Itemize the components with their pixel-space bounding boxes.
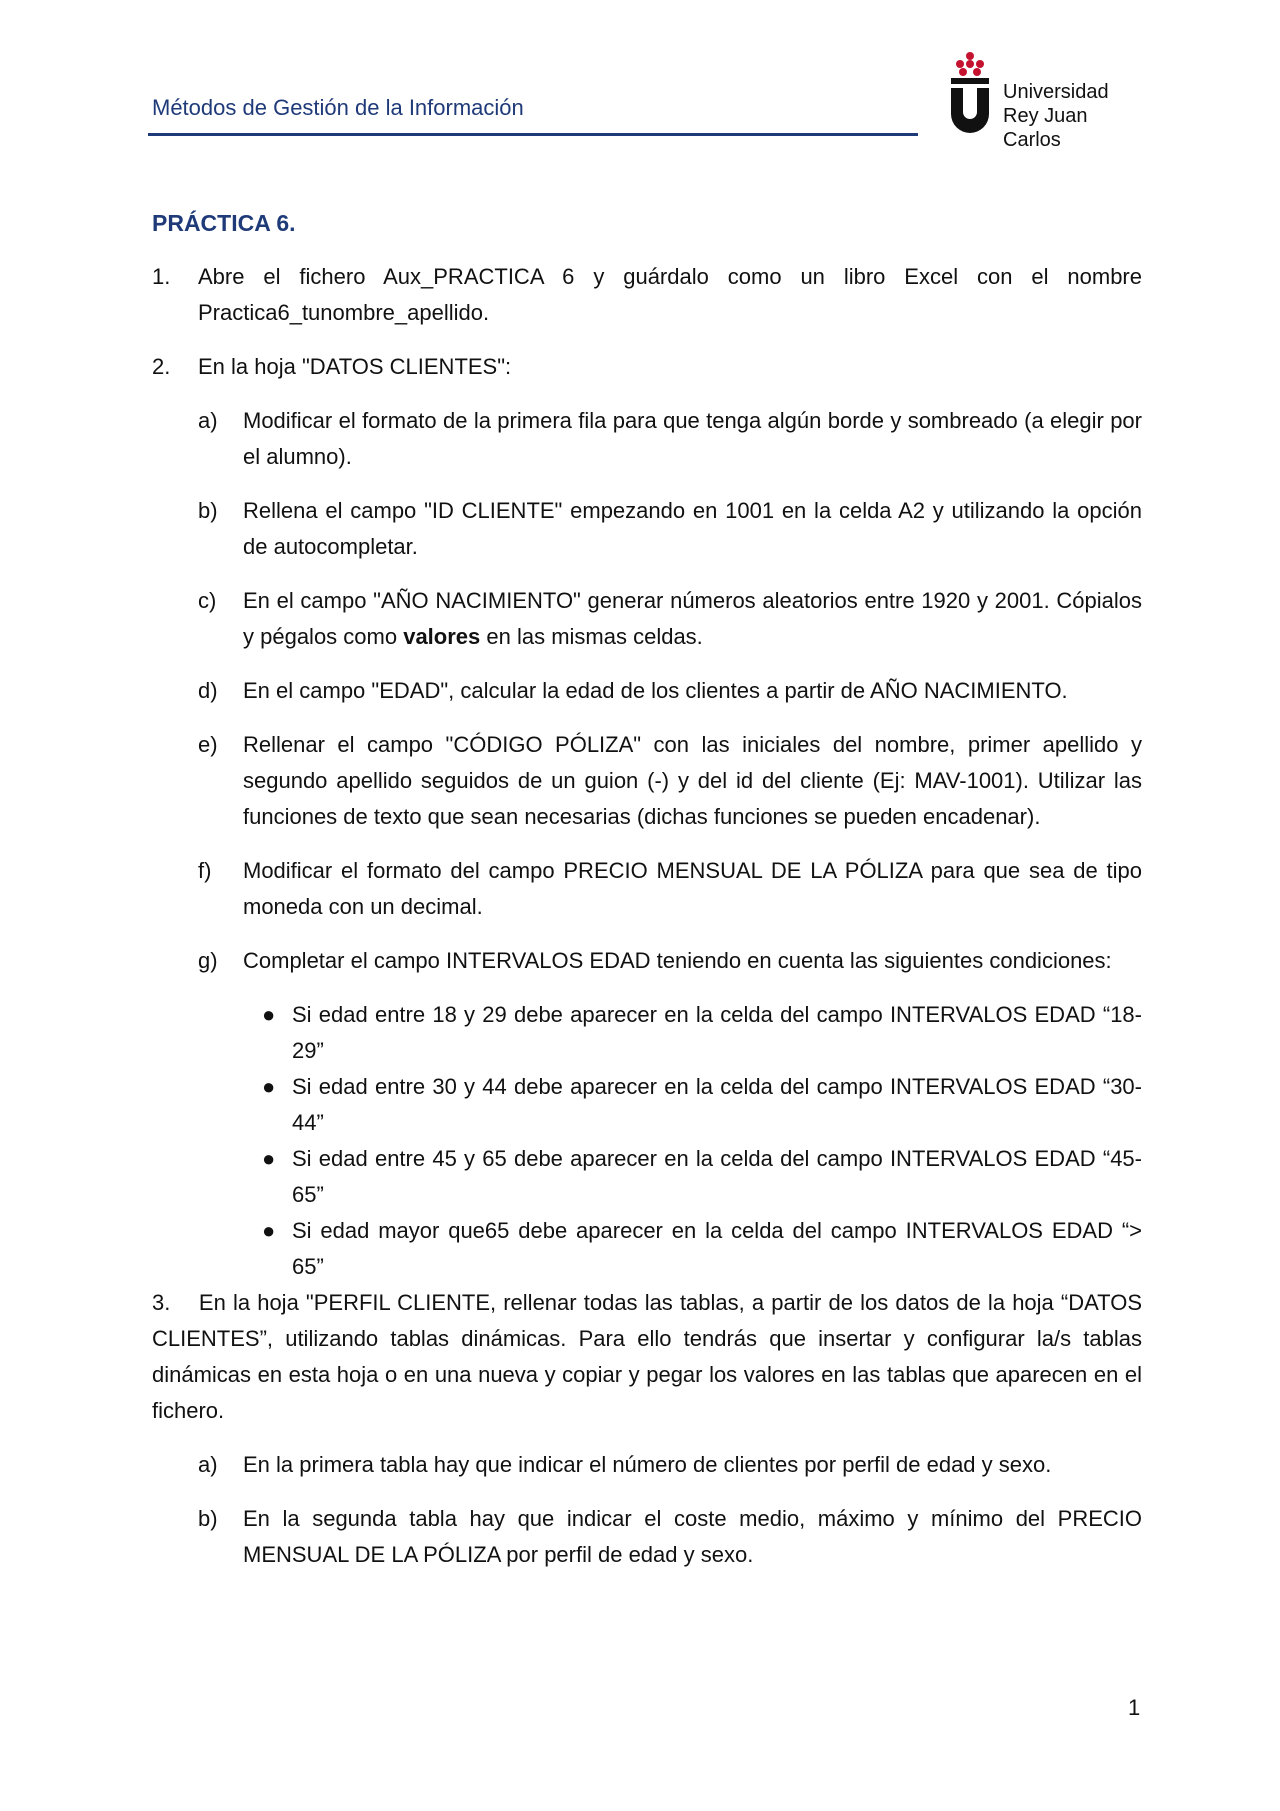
list-item (262, 1141, 1142, 1213)
item-2b-label: b) (198, 498, 218, 523)
university-name-line2: Rey Juan Carlos (1003, 105, 1088, 151)
item-2-number: 2. (152, 354, 171, 379)
item-1-number: 1. (152, 264, 171, 289)
item-3a-text: En la primera tabla hay que indicar el número de clientes por perfil de edad y sexo. (243, 1452, 1052, 1477)
item-3a-label: a) (198, 1452, 218, 1477)
item-2f (198, 853, 1142, 925)
item-2g-label: g) (198, 948, 218, 973)
item-2c-text-before: En el campo "AÑO NACIMIENTO" generar números aleatorios entre 1920 y 2001. Cópialos y pégalos como (243, 588, 1142, 649)
bullet-text: Si edad mayor que65 debe aparecer en la celda del campo INTERVALOS EDAD “> 65” (292, 1218, 1142, 1279)
bullet-text: Si edad entre 18 y 29 debe aparecer en la celda del campo INTERVALOS EDAD “18-29” (292, 1002, 1142, 1063)
item-2a-label: a) (198, 408, 218, 433)
item-1-text: Abre el fichero Aux_PRACTICA 6 y guárdalo como un libro Excel con el nombre Practica6_tunombre_apellido. (198, 264, 1142, 325)
item-2a-text: Modificar el formato de la primera fila para que tenga algún borde y sombreado (a elegir por el alumno). (243, 408, 1142, 469)
item-2e-label: e) (198, 732, 218, 757)
item-2a (198, 403, 1142, 475)
item-3-text: En la hoja "PERFIL CLIENTE, rellenar todas las tablas, a partir de los datos de la hoja “DATOS CLIENTES”, utilizando tablas dinámicas. Para ello tendrás que insertar y configurar la/s tablas dinámicas en esta hoja o en una nueva y copiar y pegar los valores en las tablas que aparecen en el fichero. (152, 1290, 1143, 1423)
item-2f-label: f) (198, 858, 212, 883)
item-2e-text: Rellenar el campo "CÓDIGO PÓLIZA" con las iniciales del nombre, primer apellido y segundo apellido seguidos de un guion (-) y del id del cliente (Ej: MAV-1001). Utilizar las funciones de texto que sean necesarias (dichas funciones se pueden encadenar). (243, 732, 1142, 829)
header-rule (148, 133, 918, 136)
bullet-text: Si edad entre 45 y 65 debe aparecer en la celda del campo INTERVALOS EDAD “45-65” (292, 1146, 1142, 1207)
university-name-line1: Universidad (1003, 81, 1109, 103)
item-3a (198, 1447, 1142, 1483)
bullet-icon: ● (262, 1002, 276, 1027)
item-2d (198, 673, 1142, 709)
urjc-emblem-icon (935, 50, 1005, 135)
list-item (262, 1213, 1142, 1285)
item-2c-label: c) (198, 588, 217, 613)
item-2d-label: d) (198, 678, 218, 703)
item-2f-text: Modificar el formato del campo PRECIO MENSUAL DE LA PÓLIZA para que sea de tipo moneda con un decimal. (243, 858, 1142, 919)
item-3-number: 3. (152, 1290, 171, 1315)
bullet-icon: ● (262, 1146, 276, 1171)
bullet-text: Si edad entre 30 y 44 debe aparecer en la celda del campo INTERVALOS EDAD “30-44” (292, 1074, 1142, 1135)
university-logo (935, 50, 1145, 151)
item-2e (198, 727, 1142, 835)
item-2c-text-after: en las mismas celdas. (480, 624, 703, 649)
item-3 (152, 1285, 1142, 1429)
item-1 (152, 259, 1142, 331)
item-2c-text (243, 583, 1142, 655)
item-2c-text-bold: valores (403, 624, 481, 649)
item-3b-label: b) (198, 1506, 218, 1531)
page-number: 1 (1128, 1695, 1141, 1720)
item-2g-text: Completar el campo INTERVALOS EDAD teniendo en cuenta las siguientes condiciones: (243, 948, 1112, 973)
age-interval-list (262, 997, 1142, 1285)
item-2d-text: En el campo "EDAD", calcular la edad de los clientes a partir de AÑO NACIMIENTO. (243, 678, 1068, 703)
list-item (262, 997, 1142, 1069)
item-2 (152, 349, 1142, 385)
bullet-icon: ● (262, 1074, 276, 1099)
course-title: Métodos de Gestión de la Información (152, 95, 524, 120)
document-title: PRÁCTICA 6. (152, 210, 296, 236)
item-2g (198, 943, 1142, 979)
item-2b (198, 493, 1142, 565)
item-2c (198, 583, 1142, 655)
list-item (262, 1069, 1142, 1141)
item-3b-text: En la segunda tabla hay que indicar el coste medio, máximo y mínimo del PRECIO MENSUAL DE LA PÓLIZA por perfil de edad y sexo. (243, 1506, 1142, 1567)
bullet-icon: ● (262, 1218, 276, 1243)
item-3b (198, 1501, 1142, 1573)
item-2b-text: Rellena el campo "ID CLIENTE" empezando en 1001 en la celda A2 y utilizando la opción de autocompletar. (243, 498, 1142, 559)
item-2-text: En la hoja "DATOS CLIENTES": (198, 354, 512, 379)
document-body (152, 205, 1142, 1591)
